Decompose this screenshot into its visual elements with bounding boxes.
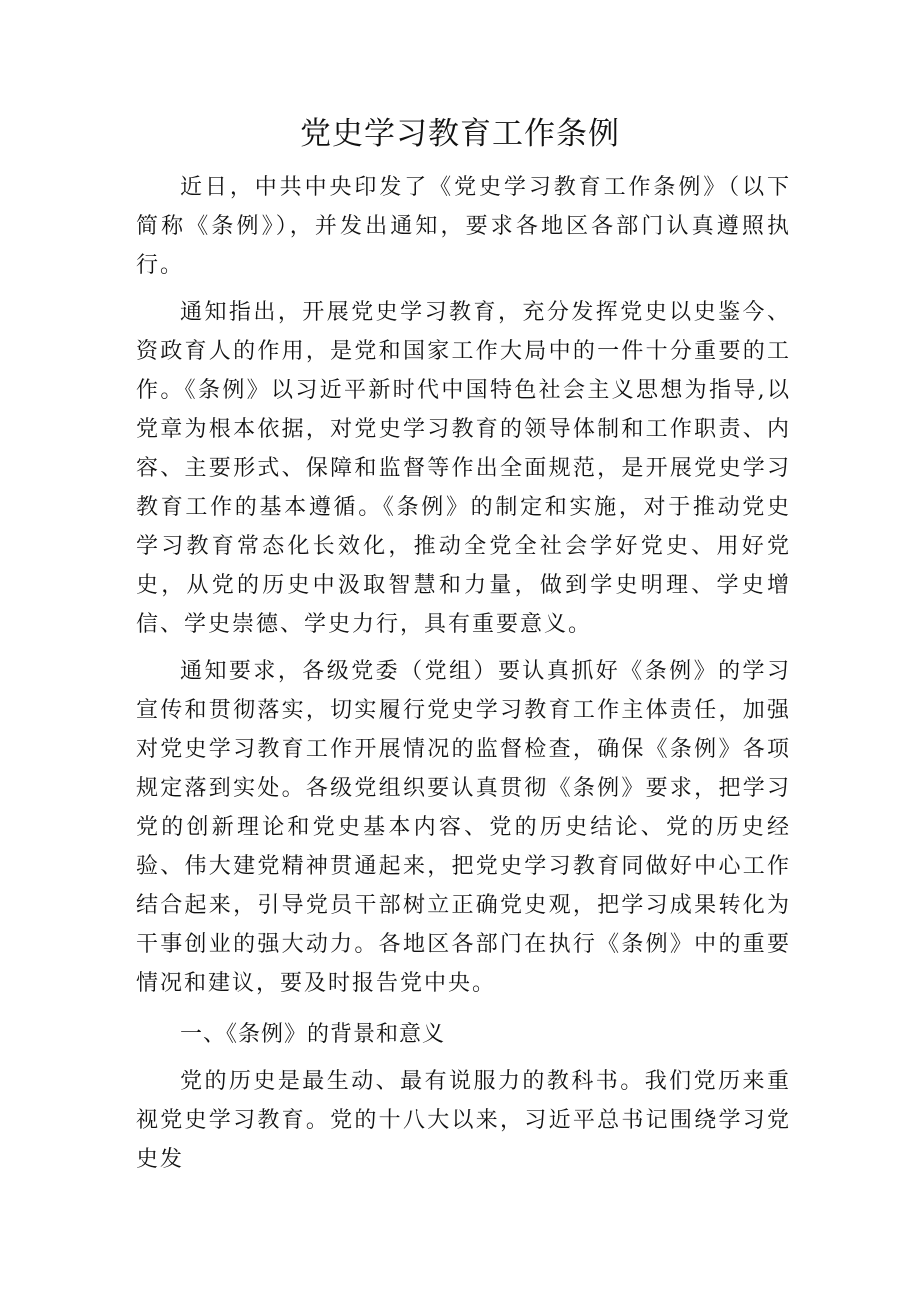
paragraph-section-intro: 党的历史是最生动、最有说服力的教科书。我们党历来重视党史学习教育。党的十八大以来，习近平总书记围绕学习党史发 (136, 1069, 791, 1172)
paragraph-announcement: 近日，中共中央印发了《党史学习教育工作条例》（以下简称《条例》），并发出通知，要求各地区各部门认真遵照执行。 (136, 175, 791, 278)
section-heading-background: 一、《条例》的背景和意义 (180, 1022, 446, 1047)
document-body (136, 168, 791, 1187)
paragraph-notice-requirements: 通知要求，各级党委（党组）要认真抓好《条例》的学习宣传和贯彻落实，切实履行党史学习教育工作主体责任，加强对党史学习教育工作开展情况的监督检查，确保《条例》各项规定落到实处。各级党组织要认真贯彻《条例》要求，把学习党的创新理论和党史基本内容、党的历史结论、党的历史经验、伟大建党精神贯通起来，把党史学习教育同做好中心工作结合起来，引导党员干部树立正确党史观，把学习成果转化为干事创业的强大动力。各地区各部门在执行《条例》中的重要情况和建议，要及时报告党中央。 (136, 659, 791, 996)
document-title: 党史学习教育工作条例 (300, 116, 620, 152)
paragraph-notice-points: 通知指出，开展党史学习教育，充分发挥党史以史鉴今、资政育人的作用，是党和国家工作大局中的一件十分重要的工作。《条例》以习近平新时代中国特色社会主义思想为指导,以党章为根本依据，对党史学习教育的领导体制和工作职责、内容、主要形式、保障和监督等作出全面规范，是开展党史学习教育工作的基本遵循。《条例》的制定和实施，对于推动党史学习教育常态化长效化，推动全党全社会学好党史、用好党史，从党的历史中汲取智慧和力量，做到学史明理、学史增信、学史崇德、学史力行，具有重要意义。 (136, 300, 791, 637)
